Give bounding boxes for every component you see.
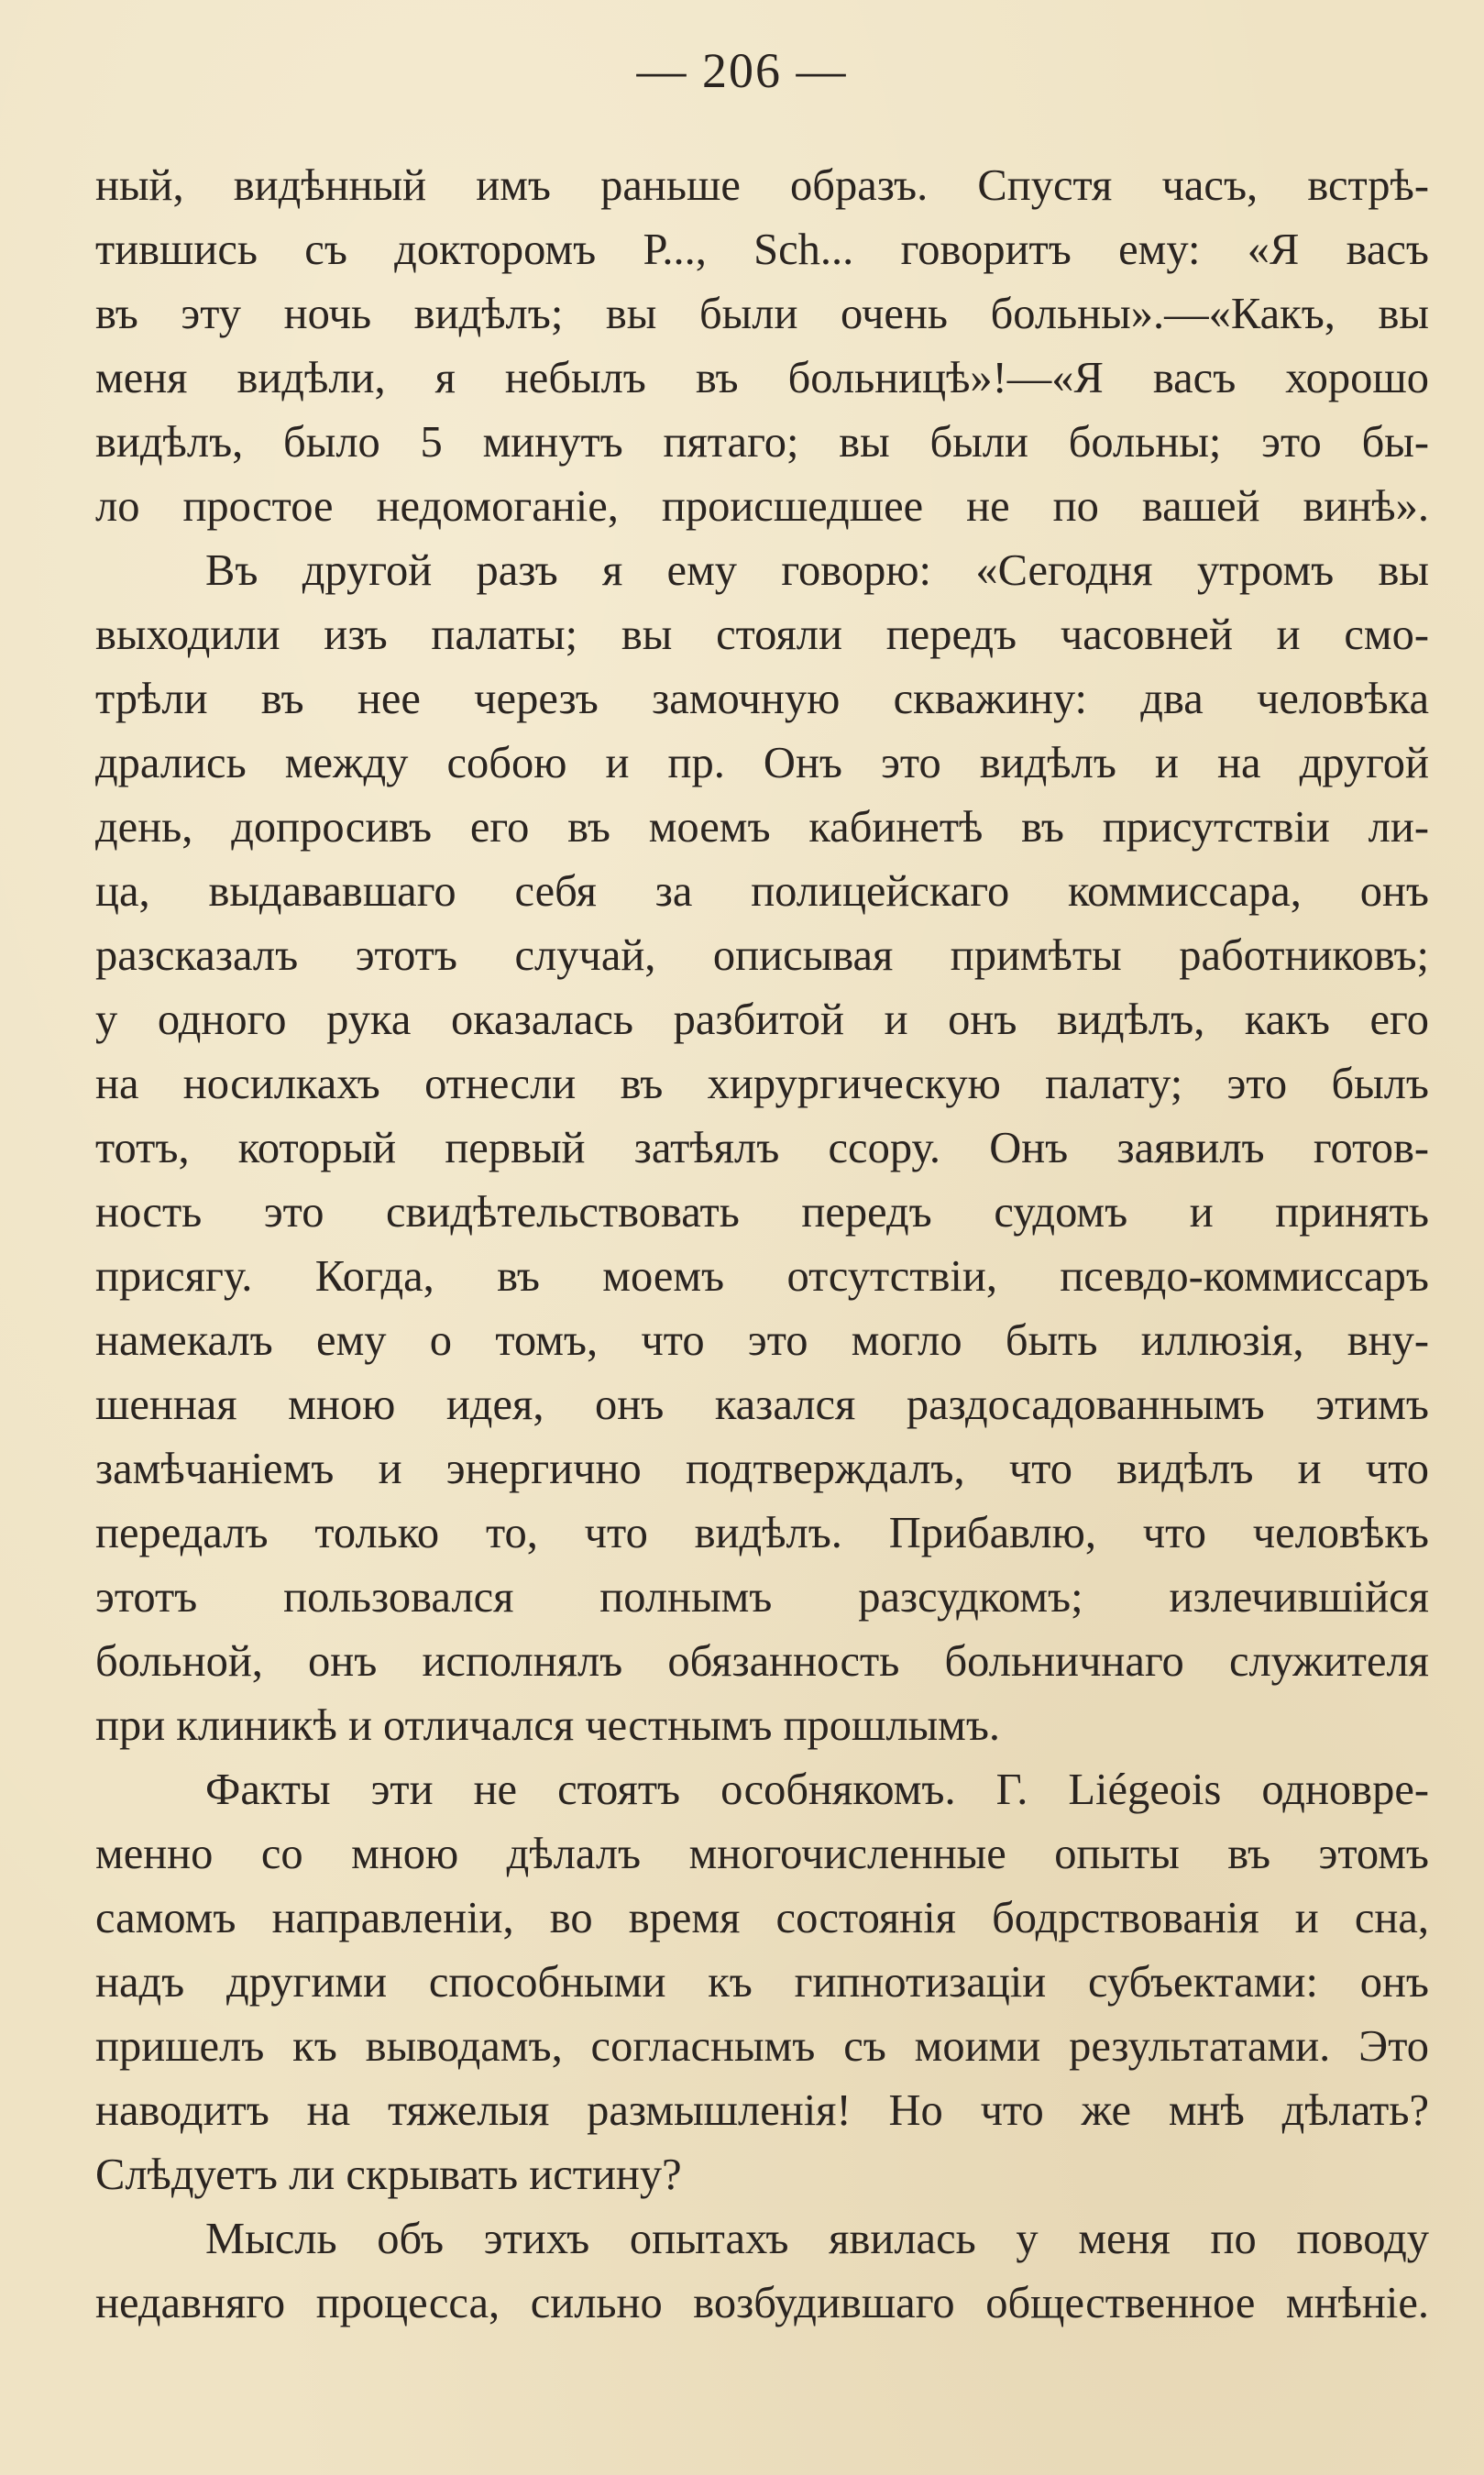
text-line: ный, видѣнный имъ раньше образъ. Спустя часъ, встрѣ-: [95, 161, 1429, 210]
text-line: ца, выдававшаго себя за полицейскаго коммиссара, онъ: [95, 867, 1429, 916]
text-line: ность это свидѣтельствовать передъ судомъ и принять: [95, 1188, 1429, 1237]
text-line: разсказалъ этотъ случай, описывая примѣты работниковъ;: [95, 931, 1429, 980]
text-line: день, допросивъ его въ моемъ кабинетѣ въ присутствіи ли-: [95, 803, 1429, 852]
text-line: замѣчаніемъ и энергично подтверждалъ, что видѣлъ и что: [95, 1445, 1429, 1493]
page-number: — 206 —: [636, 43, 848, 98]
text-line: Факты эти не стоятъ особнякомъ. Г. Liégeois одновре-: [205, 1766, 1429, 1814]
text-line: присягу. Когда, въ моемъ отсутствіи, псевдо-коммиссаръ: [95, 1252, 1429, 1301]
text-line: передалъ только то, что видѣлъ. Прибавлю, что человѣкъ: [95, 1509, 1429, 1557]
text-line: больной, онъ исполнялъ обязанность больничнаго служителя: [95, 1637, 1429, 1686]
text-line: шенная мною идея, онъ казался раздосадованнымъ этимъ: [95, 1380, 1429, 1429]
text-line: этотъ пользовался полнымъ разсудкомъ; излечившійся: [95, 1573, 1429, 1622]
text-line: тившись съ докторомъ Р..., Sch... говоритъ ему: «Я васъ: [95, 226, 1429, 274]
text-line: недавняго процесса, сильно возбудившаго общественное мнѣніе.: [95, 2279, 1429, 2327]
text-body: [95, 154, 1429, 2336]
text-line: трѣли въ нее черезъ замочную скважину: два человѣка: [95, 675, 1429, 723]
text-line: пришелъ къ выводамъ, согласнымъ съ моими результатами. Это: [95, 2022, 1429, 2071]
text-line: видѣлъ, было 5 минутъ пятаго; вы были больны; это бы-: [95, 418, 1429, 467]
text-line: ло простое недомоганіе, происшедшее не по вашей винѣ».: [95, 482, 1429, 531]
text-line: въ эту ночь видѣлъ; вы были очень больны».—«Какъ, вы: [95, 290, 1429, 338]
text-line: самомъ направленіи, во время состоянія бодрствованія и сна,: [95, 1894, 1429, 1942]
text-line: намекалъ ему о томъ, что это могло быть иллюзія, вну-: [95, 1316, 1429, 1365]
text-line: при клиникѣ и отличался честнымъ прошлымъ.: [95, 1701, 1001, 1750]
text-line: наводитъ на тяжелыя размышленія! Но что же мнѣ дѣлать?: [95, 2086, 1429, 2135]
text-line: на носилкахъ отнесли въ хирургическую палату; это былъ: [95, 1060, 1429, 1108]
text-line: меня видѣли, я небылъ въ больницѣ»!—«Я васъ хорошо: [95, 354, 1429, 402]
text-line: тотъ, который первый затѣялъ ссору. Онъ заявилъ готов-: [95, 1124, 1429, 1172]
text-line: надъ другими способными къ гипнотизаціи субъектами: онъ: [95, 1958, 1429, 2007]
text-line: выходили изъ палаты; вы стояли передъ часовней и смо-: [95, 610, 1429, 659]
text-line: Слѣдуетъ ли скрывать истину?: [95, 2150, 682, 2199]
text-line: Въ другой разъ я ему говорю: «Сегодня утромъ вы: [205, 546, 1429, 595]
text-line: дрались между собою и пр. Онъ это видѣлъ и на другой: [95, 739, 1429, 787]
text-line: менно со мною дѣлалъ многочисленные опыты въ этомъ: [95, 1830, 1429, 1878]
text-line: у одного рука оказалась разбитой и онъ видѣлъ, какъ его: [95, 996, 1429, 1044]
text-line: Мысль объ этихъ опытахъ явилась у меня по поводу: [205, 2215, 1429, 2263]
